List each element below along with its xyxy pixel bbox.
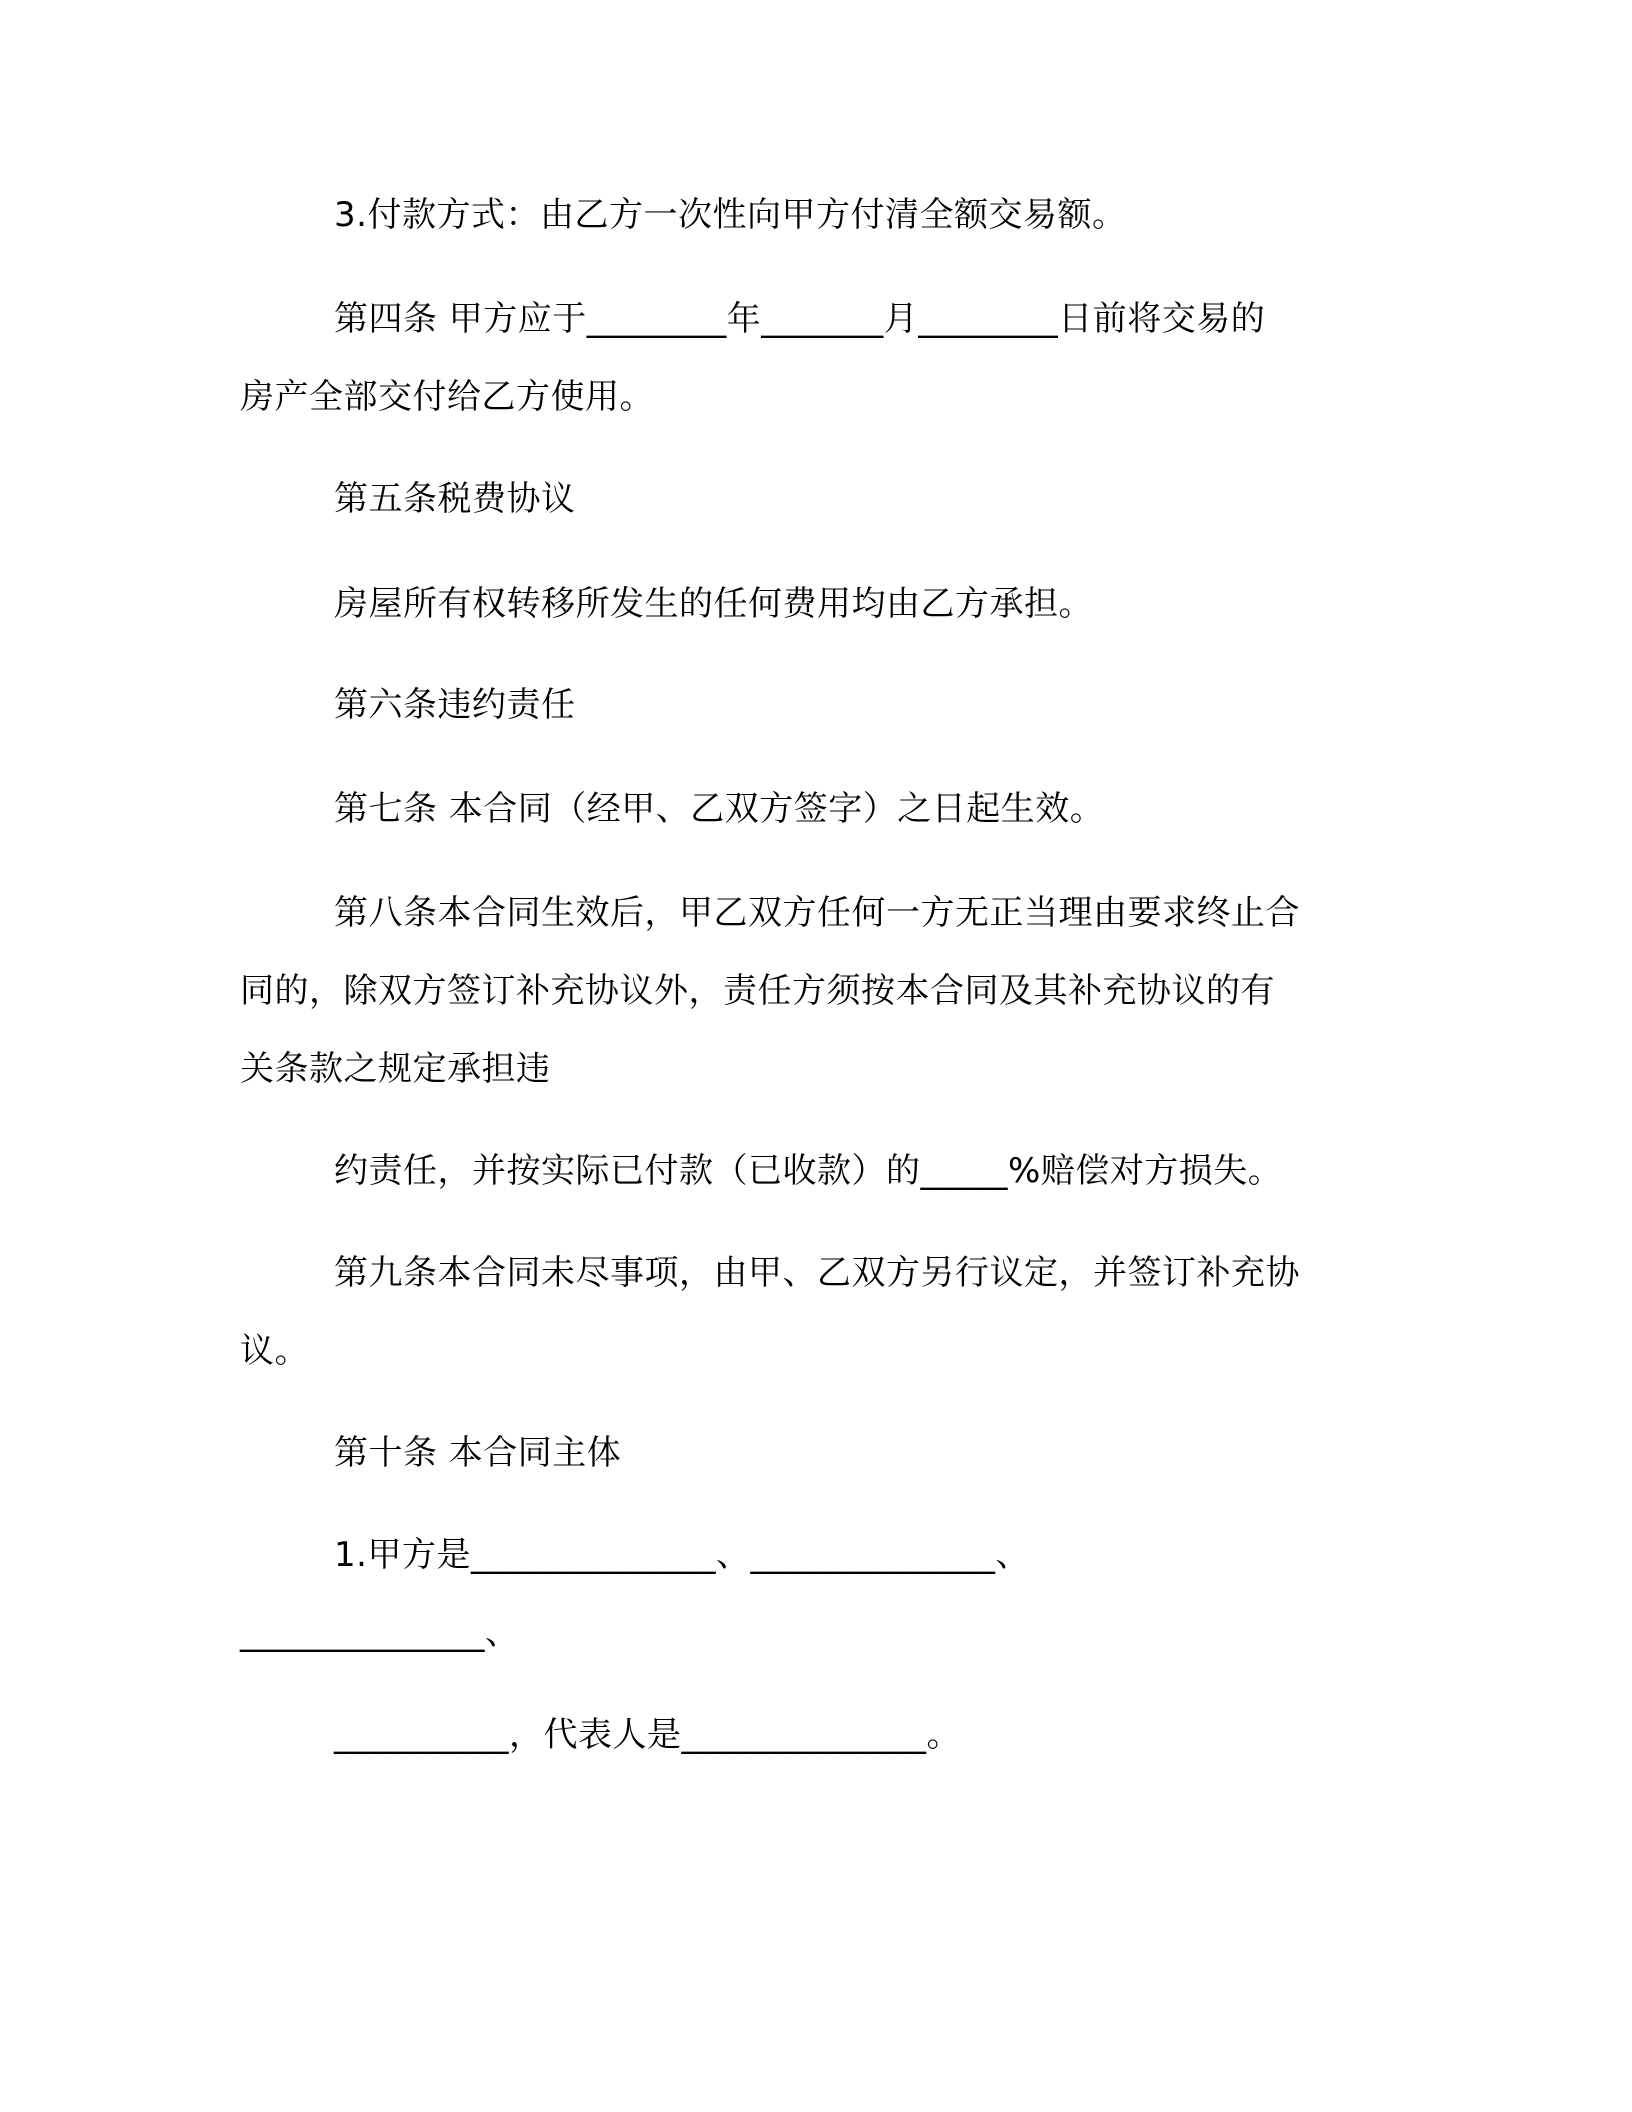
paragraph-line: 房产全部交付给乙方使用。 — [240, 377, 654, 417]
article-8-paragraph — [240, 874, 1390, 1108]
article-5-heading — [240, 460, 1390, 538]
article-4-paragraph — [240, 280, 1390, 436]
article-8-continuation — [240, 1132, 1390, 1210]
paragraph-line: 同的，除双方签订补充协议外，责任方须按本合同及其补充协议的有 — [240, 971, 1275, 1011]
article-7-paragraph — [240, 770, 1390, 848]
article-10-heading — [240, 1414, 1390, 1492]
paragraph-line: 关条款之规定承担违 — [240, 1049, 551, 1089]
paragraph-line: 第九条本合同未尽事项，由甲、乙双方另行议定，并签订补充协 — [334, 1253, 1300, 1293]
paragraph-line: 3.付款方式：由乙方一次性向甲方付清全额交易额。 — [334, 195, 1127, 235]
paragraph-line: 第七条 本合同（经甲、乙双方签字）之日起生效。 — [334, 789, 1105, 829]
paragraph-line: 议。 — [240, 1331, 309, 1371]
payment-method-paragraph — [240, 176, 1390, 254]
paragraph-line: 1.甲方是______________、______________、 — [334, 1535, 1030, 1575]
article-9-paragraph — [240, 1234, 1390, 1390]
paragraph-line: 第五条税费协议 — [334, 479, 576, 519]
paragraph-line: ______________、 — [240, 1613, 520, 1653]
paragraph-line: 第六条违约责任 — [334, 685, 576, 725]
paragraph-line: 第四条 甲方应于________年_______月________日前将交易的 — [334, 299, 1266, 339]
party-a-paragraph — [240, 1516, 1390, 1672]
representative-paragraph — [240, 1696, 1390, 1774]
paragraph-line: 第八条本合同生效后，甲乙双方任何一方无正当理由要求终止合 — [334, 893, 1300, 933]
paragraph-line: 第十条 本合同主体 — [334, 1433, 622, 1473]
article-6-heading — [240, 666, 1390, 744]
paragraph-line: 约责任，并按实际已付款（已收款）的_____%赔偿对方损失。 — [334, 1151, 1283, 1191]
paragraph-line: 房屋所有权转移所发生的任何费用均由乙方承担。 — [334, 584, 1093, 624]
article-5-body — [240, 565, 1390, 643]
paragraph-line: __________，代表人是______________。 — [334, 1715, 961, 1755]
